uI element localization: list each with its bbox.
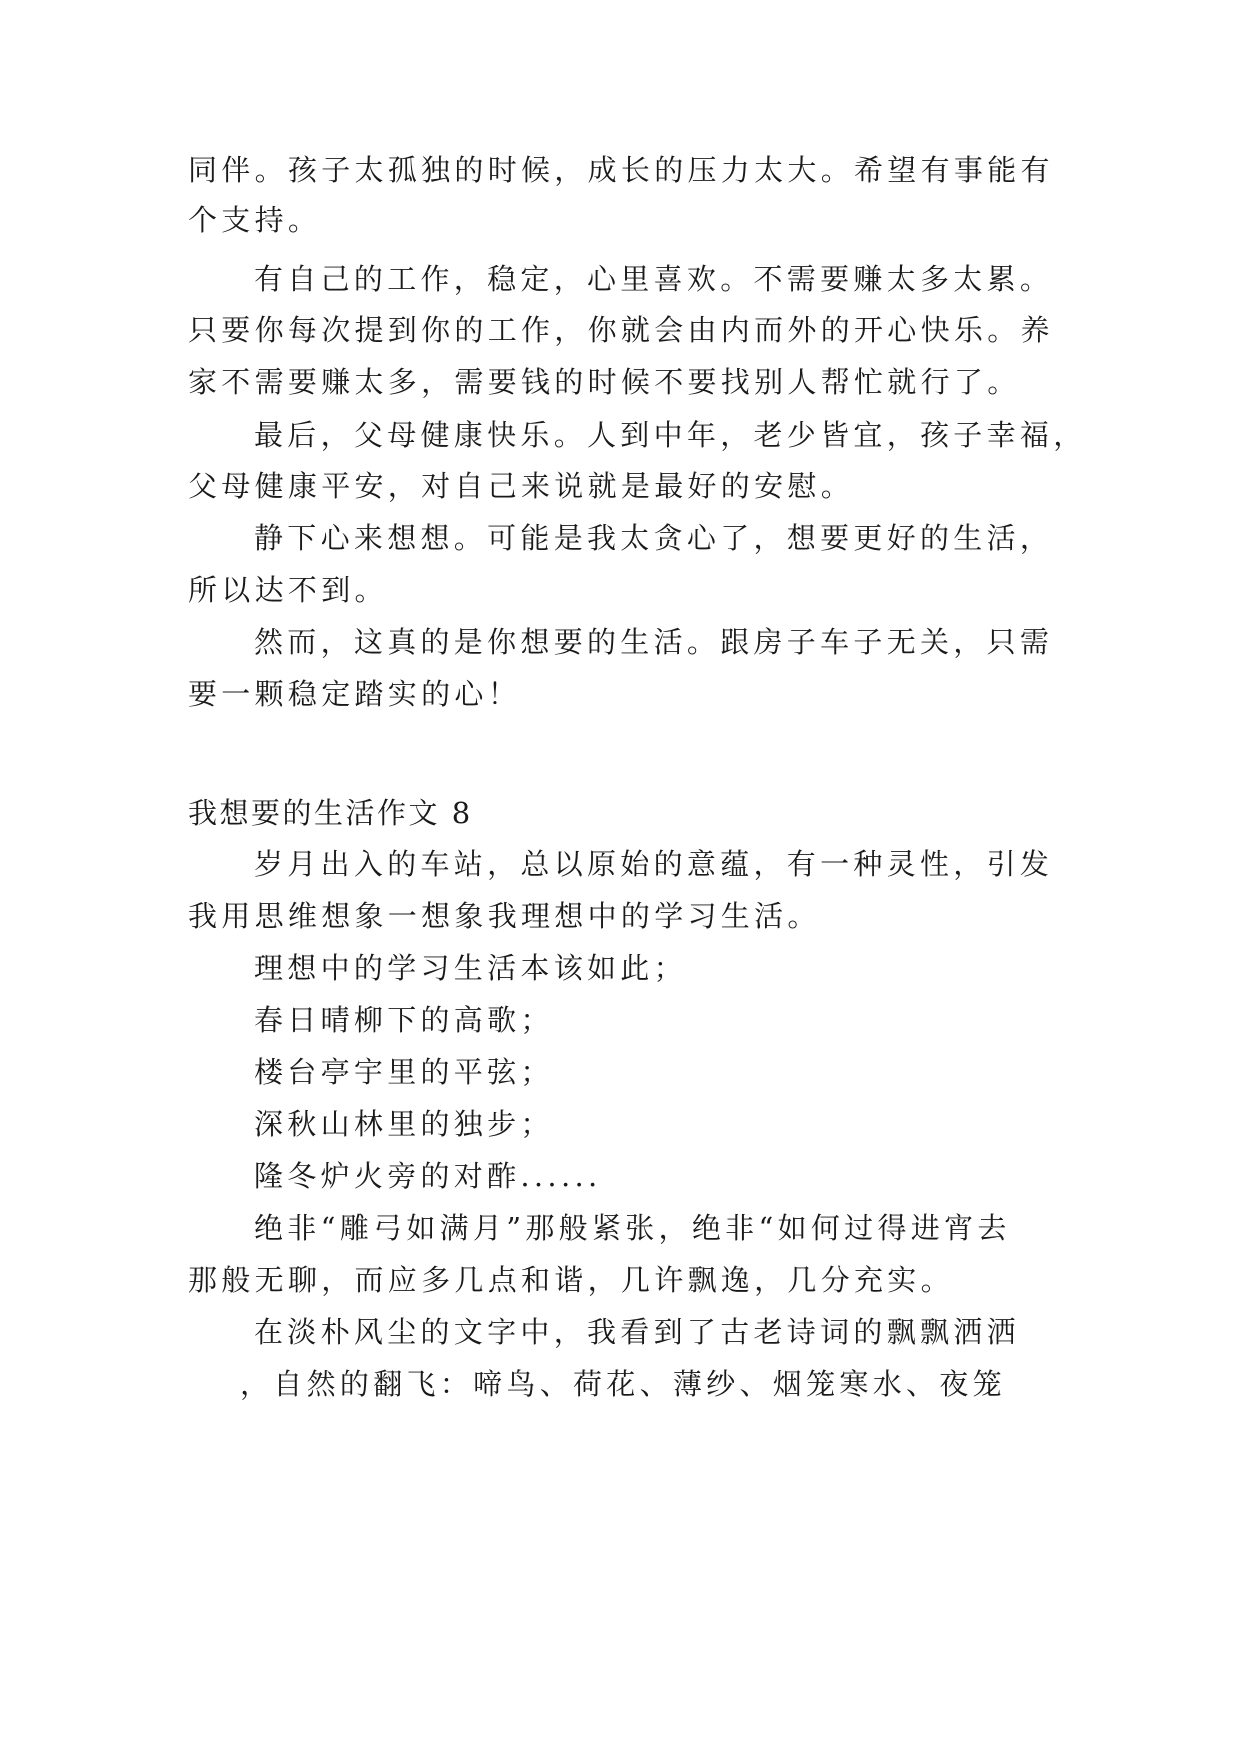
paragraph-line: 要一颗稳定踏实的心！ [188,677,522,711]
paragraph-line: 岁月出入的车站，总以原始的意蕴，有一种灵性，引发 [254,847,1054,881]
paragraph-line: 楼台亭宇里的平弦； [254,1055,554,1089]
paragraph-line: 理想中的学习生活本该如此； [254,951,687,985]
paragraph-line: 同伴。孩子太孤独的时候，成长的压力太大。希望有事能有 [188,153,1054,187]
paragraph-line: 只要你每次提到你的工作，你就会由内而外的开心快乐。养 [188,313,1054,347]
paragraph-line: 个支持。 [188,203,322,237]
paragraph-line: 家不需要赚太多，需要钱的时候不要找别人帮忙就行了。 [188,365,1021,399]
paragraph-line: 有自己的工作，稳定，心里喜欢。不需要赚太多太累。 [254,262,1054,296]
paragraph-line: 我用思维想象一想象我理想中的学习生活。 [188,899,821,933]
paragraph-line: 然而，这真的是你想要的生活。跟房子车子无关，只需 [254,625,1054,659]
paragraph-line: 隆冬炉火旁的对酢...... [254,1159,602,1193]
paragraph-line: 在淡朴风尘的文字中，我看到了古老诗词的飘飘洒洒 [254,1315,1020,1349]
section-heading: 我想要的生活作文 8 [188,796,473,830]
paragraph-line: 最后，父母健康快乐。人到中年，老少皆宜，孩子幸福， [254,418,1087,452]
paragraph-line: ，自然的翻飞：啼鸟、荷花、薄纱、烟笼寒水、夜笼 [240,1367,1006,1401]
paragraph-line: 所以达不到。 [188,573,388,607]
paragraph-line: 绝非“雕弓如满月”那般紧张，绝非“如何过得进宵去 [254,1211,1011,1245]
paragraph-line: 深秋山林里的独步； [254,1107,554,1141]
paragraph-line: 那般无聊，而应多几点和谐，几许飘逸，几分充实。 [188,1263,954,1297]
paragraph-line: 父母健康平安，对自己来说就是最好的安慰。 [188,469,855,503]
paragraph-line: 春日晴柳下的高歌； [254,1003,554,1037]
paragraph-line: 静下心来想想。可能是我太贪心了，想要更好的生活， [254,521,1054,555]
